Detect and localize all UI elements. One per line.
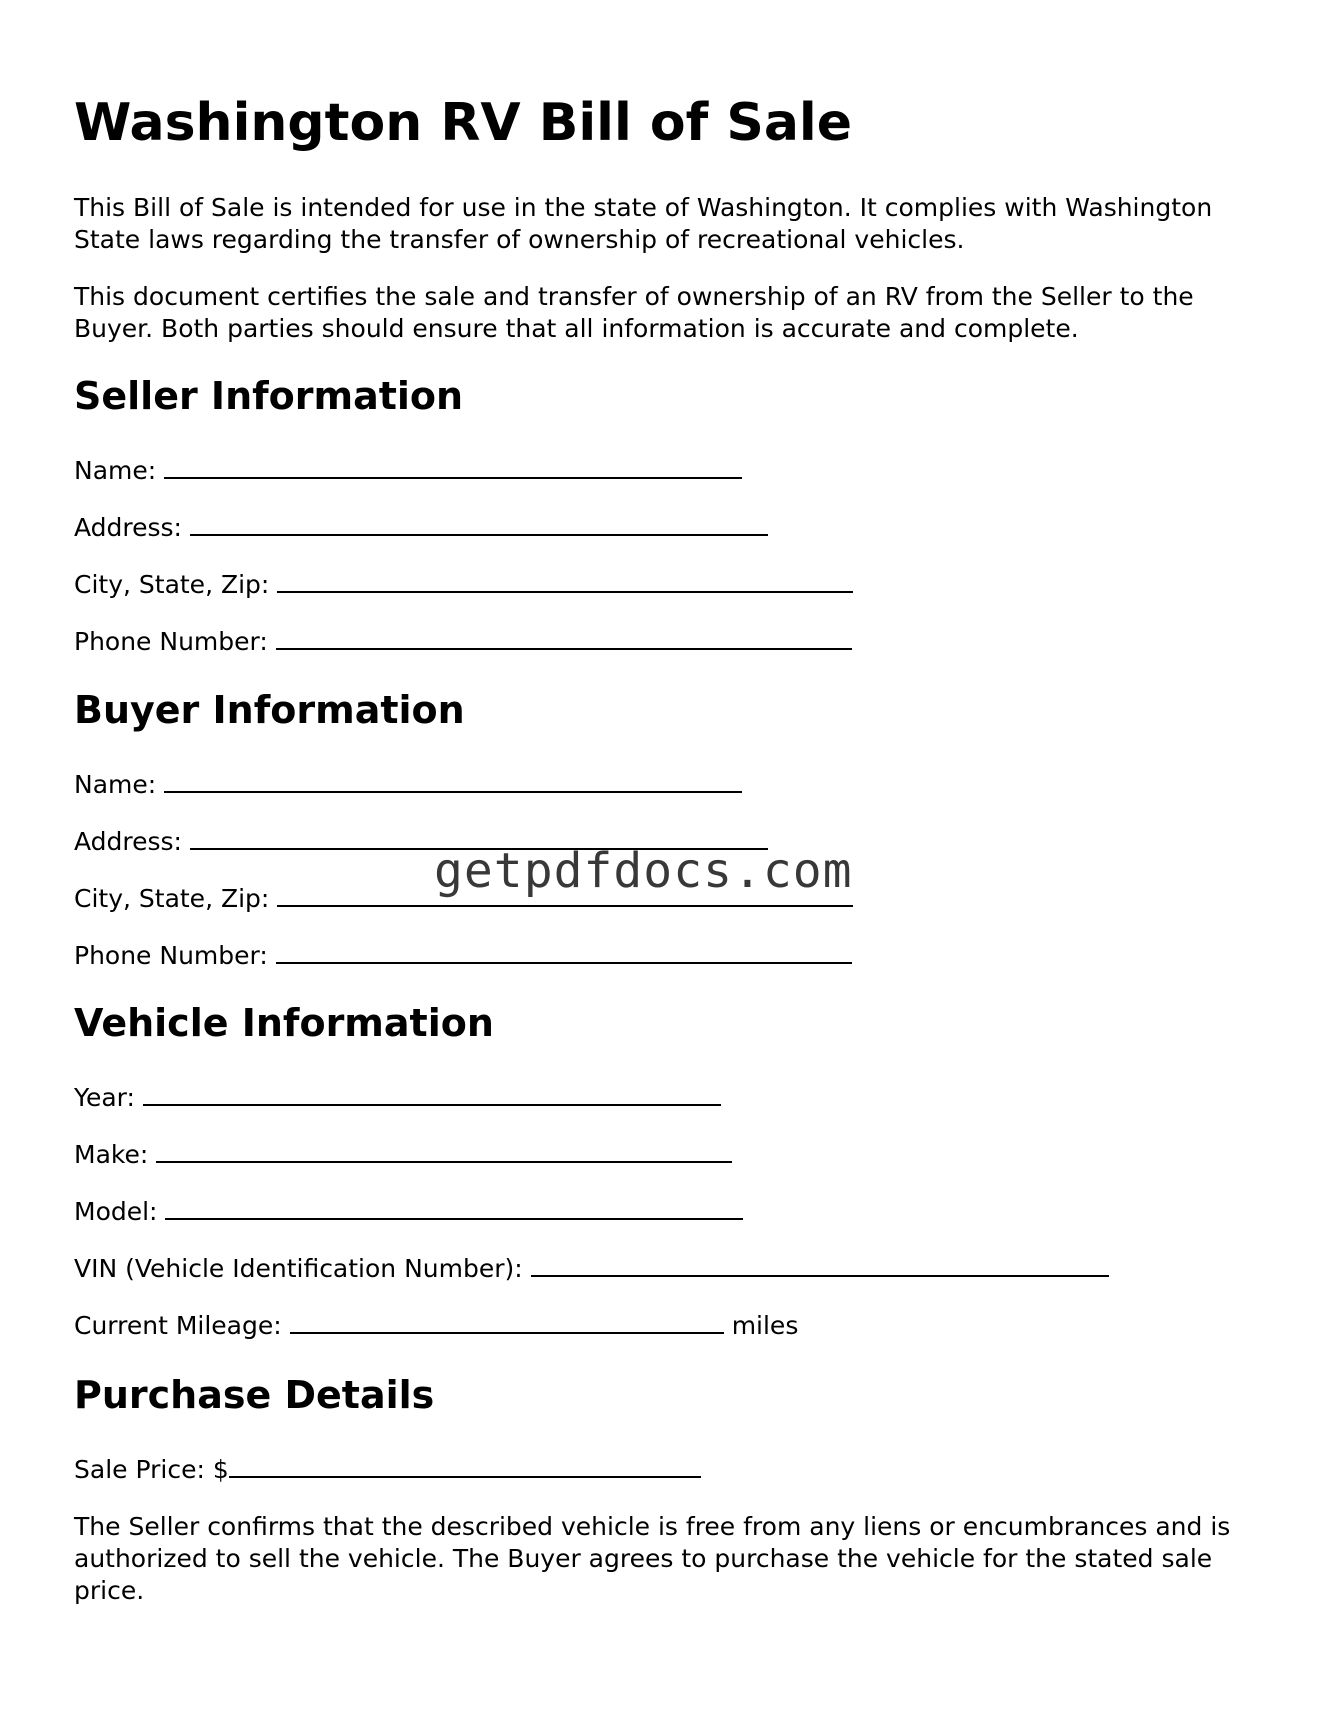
document-title: Washington RV Bill of Sale [74, 93, 853, 153]
vehicle-model-field [74, 1196, 743, 1228]
vehicle-make-field [74, 1139, 732, 1171]
vehicle-vin-blank[interactable] [531, 1253, 1109, 1277]
seller-phone-blank[interactable] [276, 626, 852, 650]
buyer-address-blank[interactable] [190, 826, 768, 850]
vehicle-model-blank[interactable] [165, 1196, 743, 1220]
buyer-phone-blank[interactable] [276, 940, 852, 964]
buyer-phone-field [74, 940, 852, 972]
vehicle-vin-label: VIN (Vehicle Identification Number): [74, 1254, 523, 1283]
buyer-city-state-zip-label: City, State, Zip: [74, 884, 270, 913]
seller-name-blank[interactable] [164, 455, 742, 479]
seller-heading: Seller Information [74, 374, 464, 418]
seller-city-state-zip-label: City, State, Zip: [74, 570, 270, 599]
buyer-heading: Buyer Information [74, 688, 465, 732]
vehicle-vin-field [74, 1253, 1109, 1285]
buyer-name-field [74, 769, 742, 801]
buyer-city-state-zip-blank[interactable] [277, 883, 853, 907]
seller-address-blank[interactable] [190, 512, 768, 536]
seller-address-field [74, 512, 768, 544]
vehicle-year-field [74, 1082, 721, 1114]
vehicle-make-blank[interactable] [156, 1139, 732, 1163]
buyer-address-label: Address: [74, 827, 182, 856]
purchase-heading: Purchase Details [74, 1373, 435, 1417]
seller-name-label: Name: [74, 456, 157, 485]
purchase-statement: The Seller confirms that the described vehicle is free from any liens or encumbrances and is authorized to sell the vehicle. The Buyer agrees to purchase the vehicle for the stated sale price. [74, 1512, 1231, 1605]
vehicle-mileage-blank[interactable] [290, 1310, 724, 1334]
vehicle-heading: Vehicle Information [74, 1001, 494, 1045]
seller-address-label: Address: [74, 513, 182, 542]
watermark-text: getpdfdocs.com [434, 843, 853, 899]
vehicle-model-label: Model: [74, 1197, 158, 1226]
vehicle-mileage-label: Current Mileage: [74, 1311, 282, 1340]
vehicle-mileage-field [74, 1310, 798, 1342]
seller-name-field [74, 455, 742, 487]
sale-price-blank[interactable] [229, 1454, 701, 1478]
vehicle-year-label: Year: [74, 1083, 135, 1112]
buyer-phone-label: Phone Number: [74, 941, 268, 970]
vehicle-mileage-unit: miles [731, 1311, 799, 1340]
vehicle-year-blank[interactable] [143, 1082, 721, 1106]
seller-city-state-zip-field [74, 569, 853, 601]
buyer-name-blank[interactable] [164, 769, 742, 793]
buyer-city-state-zip-field [74, 883, 853, 915]
buyer-name-label: Name: [74, 770, 157, 799]
seller-city-state-zip-blank[interactable] [277, 569, 853, 593]
intro-paragraph-1: This Bill of Sale is intended for use in the state of Washington. It complies with Washington State laws regarding the transfer of ownership of recreational vehicles. [74, 193, 1213, 254]
buyer-address-field [74, 826, 768, 858]
sale-price-label: Sale Price: $ [74, 1455, 229, 1484]
sale-price-field [74, 1454, 701, 1486]
seller-phone-field [74, 626, 852, 658]
intro-paragraph-2: This document certifies the sale and transfer of ownership of an RV from the Seller to the Buyer. Both parties should ensure that all information is accurate and complete. [74, 282, 1194, 343]
seller-phone-label: Phone Number: [74, 627, 268, 656]
vehicle-make-label: Make: [74, 1140, 149, 1169]
